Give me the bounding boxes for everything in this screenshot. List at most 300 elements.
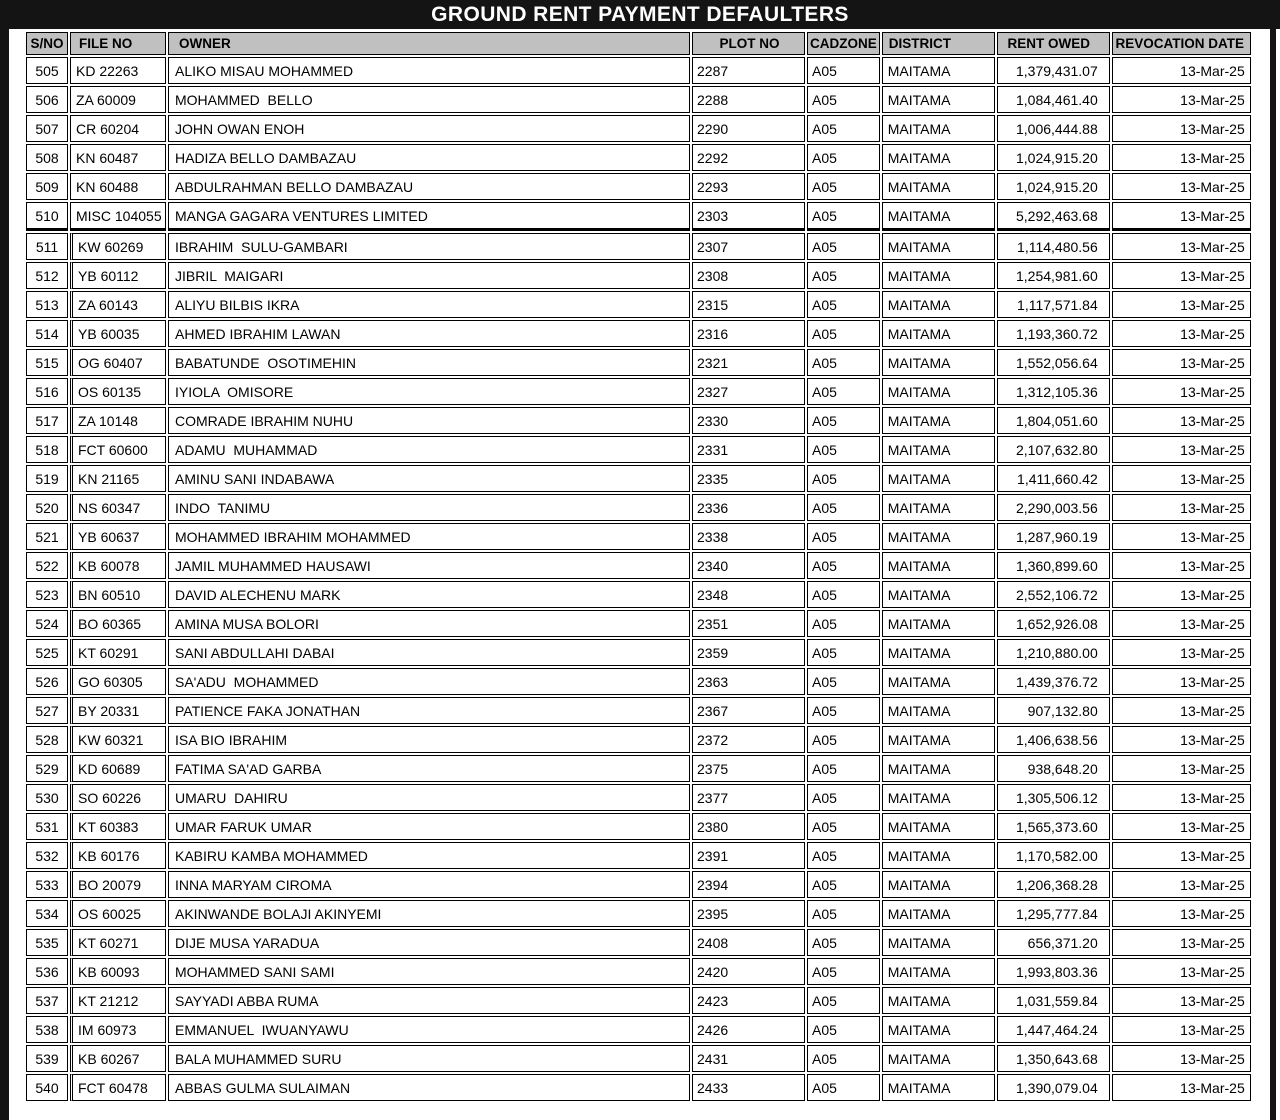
cell-rent-owed: 1,439,376.72 [997, 668, 1110, 695]
cell-district: MAITAMA [882, 987, 995, 1014]
cell-cadzone: A05 [807, 929, 880, 956]
table-body [26, 57, 1251, 1101]
cell-revocation-date: 13-Mar-25 [1112, 610, 1251, 637]
cell-sno: 524 [26, 610, 68, 637]
cell-district: MAITAMA [882, 57, 995, 84]
cell-revocation-date: 13-Mar-25 [1112, 755, 1251, 782]
title-bar [0, 0, 1280, 29]
cell-owner: ISA BIO IBRAHIM [168, 726, 690, 753]
cell-revocation-date: 13-Mar-25 [1112, 407, 1251, 434]
cell-cadzone: A05 [807, 465, 880, 492]
table-row [26, 958, 1251, 985]
table-row [26, 291, 1251, 318]
cell-file-no: GO 60305 [70, 668, 166, 695]
cell-cadzone: A05 [807, 784, 880, 811]
cell-plot-no: 2331 [692, 436, 805, 463]
cell-plot-no: 2290 [692, 115, 805, 142]
cell-owner: KABIRU KAMBA MOHAMMED [168, 842, 690, 869]
cell-revocation-date: 13-Mar-25 [1112, 378, 1251, 405]
cell-plot-no: 2321 [692, 349, 805, 376]
cell-rent-owed: 1,295,777.84 [997, 900, 1110, 927]
cell-sno: 521 [26, 523, 68, 550]
cell-owner: INNA MARYAM CIROMA [168, 871, 690, 898]
cell-rent-owed: 1,350,643.68 [997, 1045, 1110, 1072]
cell-sno: 530 [26, 784, 68, 811]
cell-rent-owed: 1,652,926.08 [997, 610, 1110, 637]
cell-cadzone: A05 [807, 494, 880, 521]
cell-revocation-date: 13-Mar-25 [1112, 349, 1251, 376]
cell-plot-no: 2348 [692, 581, 805, 608]
table-row [26, 1045, 1251, 1072]
cell-owner: ABDULRAHMAN BELLO DAMBAZAU [168, 173, 690, 200]
cell-file-no: KW 60269 [70, 233, 166, 260]
cell-owner: DIJE MUSA YARADUA [168, 929, 690, 956]
cell-plot-no: 2307 [692, 233, 805, 260]
cell-plot-no: 2391 [692, 842, 805, 869]
cell-district: MAITAMA [882, 349, 995, 376]
cell-plot-no: 2359 [692, 639, 805, 666]
table-row [26, 202, 1251, 231]
cell-plot-no: 2287 [692, 57, 805, 84]
cell-file-no: CR 60204 [70, 115, 166, 142]
cell-sno: 523 [26, 581, 68, 608]
cell-revocation-date: 13-Mar-25 [1112, 86, 1251, 113]
cell-rent-owed: 938,648.20 [997, 755, 1110, 782]
cell-owner: AMINA MUSA BOLORI [168, 610, 690, 637]
cell-owner: MANGA GAGARA VENTURES LIMITED [168, 202, 690, 231]
cell-revocation-date: 13-Mar-25 [1112, 1074, 1251, 1101]
cell-cadzone: A05 [807, 900, 880, 927]
cell-owner: AKINWANDE BOLAJI AKINYEMI [168, 900, 690, 927]
cell-owner: ALIYU BILBIS IKRA [168, 291, 690, 318]
page-left-edge [0, 0, 9, 1120]
cell-file-no: NS 60347 [70, 494, 166, 521]
cell-cadzone: A05 [807, 436, 880, 463]
cell-rent-owed: 1,379,431.07 [997, 57, 1110, 84]
cell-file-no: YB 60112 [70, 262, 166, 289]
cell-sno: 510 [26, 202, 68, 231]
page-title: GROUND RENT PAYMENT DEFAULTERS [431, 3, 849, 26]
cell-owner: DAVID ALECHENU MARK [168, 581, 690, 608]
cell-cadzone: A05 [807, 668, 880, 695]
cell-file-no: YB 60637 [70, 523, 166, 550]
cell-plot-no: 2292 [692, 144, 805, 171]
cell-district: MAITAMA [882, 726, 995, 753]
cell-plot-no: 2380 [692, 813, 805, 840]
table-row [26, 262, 1251, 289]
cell-owner: MOHAMMED BELLO [168, 86, 690, 113]
cell-owner: FATIMA SA'AD GARBA [168, 755, 690, 782]
cell-owner: MOHAMMED SANI SAMI [168, 958, 690, 985]
defaulters-table-container [24, 30, 1253, 1103]
table-row [26, 1016, 1251, 1043]
cell-revocation-date: 13-Mar-25 [1112, 465, 1251, 492]
cell-rent-owed: 1,024,915.20 [997, 144, 1110, 171]
cell-sno: 529 [26, 755, 68, 782]
cell-revocation-date: 13-Mar-25 [1112, 958, 1251, 985]
cell-district: MAITAMA [882, 320, 995, 347]
cell-sno: 512 [26, 262, 68, 289]
cell-district: MAITAMA [882, 871, 995, 898]
cell-revocation-date: 13-Mar-25 [1112, 233, 1251, 260]
table-row [26, 610, 1251, 637]
cell-rent-owed: 1,114,480.56 [997, 233, 1110, 260]
cell-cadzone: A05 [807, 262, 880, 289]
table-row [26, 407, 1251, 434]
cell-sno: 509 [26, 173, 68, 200]
cell-owner: AMINU SANI INDABAWA [168, 465, 690, 492]
cell-file-no: KT 21212 [70, 987, 166, 1014]
cell-sno: 519 [26, 465, 68, 492]
cell-rent-owed: 1,993,803.36 [997, 958, 1110, 985]
cell-rent-owed: 1,254,981.60 [997, 262, 1110, 289]
table-row [26, 871, 1251, 898]
cell-sno: 532 [26, 842, 68, 869]
cell-rent-owed: 2,290,003.56 [997, 494, 1110, 521]
cell-district: MAITAMA [882, 465, 995, 492]
column-header-district: DISTRICT [882, 32, 995, 55]
cell-plot-no: 2327 [692, 378, 805, 405]
cell-sno: 516 [26, 378, 68, 405]
cell-cadzone: A05 [807, 378, 880, 405]
cell-sno: 534 [26, 900, 68, 927]
table-row [26, 639, 1251, 666]
cell-rent-owed: 1,305,506.12 [997, 784, 1110, 811]
cell-owner: HADIZA BELLO DAMBAZAU [168, 144, 690, 171]
cell-rent-owed: 1,390,079.04 [997, 1074, 1110, 1101]
cell-sno: 517 [26, 407, 68, 434]
cell-district: MAITAMA [882, 262, 995, 289]
cell-file-no: BO 20079 [70, 871, 166, 898]
cell-cadzone: A05 [807, 115, 880, 142]
cell-district: MAITAMA [882, 1045, 995, 1072]
cell-plot-no: 2303 [692, 202, 805, 231]
cell-district: MAITAMA [882, 755, 995, 782]
cell-revocation-date: 13-Mar-25 [1112, 987, 1251, 1014]
cell-sno: 537 [26, 987, 68, 1014]
cell-rent-owed: 1,117,571.84 [997, 291, 1110, 318]
cell-plot-no: 2431 [692, 1045, 805, 1072]
cell-rent-owed: 1,552,056.64 [997, 349, 1110, 376]
cell-rent-owed: 1,360,899.60 [997, 552, 1110, 579]
table-row [26, 523, 1251, 550]
cell-file-no: BN 60510 [70, 581, 166, 608]
cell-file-no: KD 60689 [70, 755, 166, 782]
cell-plot-no: 2394 [692, 871, 805, 898]
cell-revocation-date: 13-Mar-25 [1112, 697, 1251, 724]
cell-rent-owed: 1,287,960.19 [997, 523, 1110, 550]
cell-file-no: KB 60176 [70, 842, 166, 869]
cell-sno: 522 [26, 552, 68, 579]
cell-district: MAITAMA [882, 610, 995, 637]
cell-cadzone: A05 [807, 1045, 880, 1072]
cell-cadzone: A05 [807, 349, 880, 376]
cell-revocation-date: 13-Mar-25 [1112, 57, 1251, 84]
cell-owner: SAYYADI ABBA RUMA [168, 987, 690, 1014]
cell-owner: UMARU DAHIRU [168, 784, 690, 811]
table-row [26, 436, 1251, 463]
cell-cadzone: A05 [807, 755, 880, 782]
cell-owner: JIBRIL MAIGARI [168, 262, 690, 289]
cell-owner: MOHAMMED IBRAHIM MOHAMMED [168, 523, 690, 550]
table-row [26, 86, 1251, 113]
cell-sno: 505 [26, 57, 68, 84]
cell-rent-owed: 1,804,051.60 [997, 407, 1110, 434]
cell-plot-no: 2363 [692, 668, 805, 695]
cell-revocation-date: 13-Mar-25 [1112, 523, 1251, 550]
column-header-revocation-date: REVOCATION DATE [1112, 32, 1251, 55]
cell-plot-no: 2395 [692, 900, 805, 927]
cell-sno: 514 [26, 320, 68, 347]
cell-cadzone: A05 [807, 523, 880, 550]
cell-plot-no: 2433 [692, 1074, 805, 1101]
cell-rent-owed: 1,447,464.24 [997, 1016, 1110, 1043]
cell-revocation-date: 13-Mar-25 [1112, 494, 1251, 521]
cell-revocation-date: 13-Mar-25 [1112, 871, 1251, 898]
cell-sno: 539 [26, 1045, 68, 1072]
cell-rent-owed: 1,193,360.72 [997, 320, 1110, 347]
cell-revocation-date: 13-Mar-25 [1112, 262, 1251, 289]
cell-plot-no: 2330 [692, 407, 805, 434]
cell-rent-owed: 2,107,632.80 [997, 436, 1110, 463]
cell-cadzone: A05 [807, 639, 880, 666]
cell-file-no: ZA 60009 [70, 86, 166, 113]
cell-district: MAITAMA [882, 958, 995, 985]
cell-revocation-date: 13-Mar-25 [1112, 291, 1251, 318]
cell-plot-no: 2351 [692, 610, 805, 637]
cell-plot-no: 2408 [692, 929, 805, 956]
cell-revocation-date: 13-Mar-25 [1112, 929, 1251, 956]
column-header-owner: OWNER [168, 32, 690, 55]
cell-sno: 538 [26, 1016, 68, 1043]
cell-plot-no: 2293 [692, 173, 805, 200]
cell-plot-no: 2288 [692, 86, 805, 113]
cell-file-no: OS 60025 [70, 900, 166, 927]
cell-plot-no: 2338 [692, 523, 805, 550]
cell-file-no: OG 60407 [70, 349, 166, 376]
cell-revocation-date: 13-Mar-25 [1112, 202, 1251, 231]
cell-plot-no: 2336 [692, 494, 805, 521]
cell-file-no: KN 60487 [70, 144, 166, 171]
table-row [26, 581, 1251, 608]
cell-cadzone: A05 [807, 173, 880, 200]
cell-district: MAITAMA [882, 581, 995, 608]
cell-sno: 518 [26, 436, 68, 463]
table-row [26, 144, 1251, 171]
cell-plot-no: 2426 [692, 1016, 805, 1043]
cell-owner: SANI ABDULLAHI DABAI [168, 639, 690, 666]
cell-plot-no: 2367 [692, 697, 805, 724]
cell-plot-no: 2340 [692, 552, 805, 579]
cell-rent-owed: 1,312,105.36 [997, 378, 1110, 405]
cell-cadzone: A05 [807, 552, 880, 579]
cell-sno: 528 [26, 726, 68, 753]
table-row [26, 173, 1251, 200]
cell-file-no: ZA 60143 [70, 291, 166, 318]
cell-revocation-date: 13-Mar-25 [1112, 784, 1251, 811]
cell-owner: JAMIL MUHAMMED HAUSAWI [168, 552, 690, 579]
cell-file-no: KT 60383 [70, 813, 166, 840]
cell-rent-owed: 1,206,368.28 [997, 871, 1110, 898]
cell-district: MAITAMA [882, 173, 995, 200]
cell-district: MAITAMA [882, 523, 995, 550]
cell-rent-owed: 5,292,463.68 [997, 202, 1110, 231]
cell-owner: ABBAS GULMA SULAIMAN [168, 1074, 690, 1101]
cell-file-no: YB 60035 [70, 320, 166, 347]
cell-file-no: FCT 60600 [70, 436, 166, 463]
column-header-plot-no: PLOT NO [692, 32, 805, 55]
table-row [26, 233, 1251, 260]
cell-sno: 526 [26, 668, 68, 695]
table-row [26, 552, 1251, 579]
cell-cadzone: A05 [807, 1016, 880, 1043]
cell-owner: BALA MUHAMMED SURU [168, 1045, 690, 1072]
header-row [26, 32, 1251, 55]
cell-district: MAITAMA [882, 233, 995, 260]
cell-cadzone: A05 [807, 987, 880, 1014]
cell-plot-no: 2315 [692, 291, 805, 318]
cell-district: MAITAMA [882, 813, 995, 840]
cell-file-no: BY 20331 [70, 697, 166, 724]
cell-revocation-date: 13-Mar-25 [1112, 842, 1251, 869]
cell-sno: 511 [26, 233, 68, 260]
cell-file-no: KB 60078 [70, 552, 166, 579]
cell-file-no: FCT 60478 [70, 1074, 166, 1101]
cell-plot-no: 2316 [692, 320, 805, 347]
cell-owner: COMRADE IBRAHIM NUHU [168, 407, 690, 434]
table-row [26, 697, 1251, 724]
cell-file-no: KB 60267 [70, 1045, 166, 1072]
cell-district: MAITAMA [882, 291, 995, 318]
cell-rent-owed: 656,371.20 [997, 929, 1110, 956]
cell-revocation-date: 13-Mar-25 [1112, 581, 1251, 608]
cell-district: MAITAMA [882, 86, 995, 113]
cell-district: MAITAMA [882, 1074, 995, 1101]
cell-district: MAITAMA [882, 697, 995, 724]
table-row [26, 842, 1251, 869]
cell-district: MAITAMA [882, 668, 995, 695]
table-row [26, 494, 1251, 521]
table-row [26, 349, 1251, 376]
cell-file-no: KW 60321 [70, 726, 166, 753]
cell-rent-owed: 907,132.80 [997, 697, 1110, 724]
table-row [26, 378, 1251, 405]
cell-district: MAITAMA [882, 639, 995, 666]
cell-cadzone: A05 [807, 697, 880, 724]
table-row [26, 987, 1251, 1014]
cell-sno: 515 [26, 349, 68, 376]
cell-file-no: SO 60226 [70, 784, 166, 811]
column-header-cadzone: CADZONE [807, 32, 880, 55]
table-row [26, 1074, 1251, 1101]
cell-plot-no: 2423 [692, 987, 805, 1014]
table-row [26, 929, 1251, 956]
cell-owner: PATIENCE FAKA JONATHAN [168, 697, 690, 724]
cell-rent-owed: 2,552,106.72 [997, 581, 1110, 608]
cell-sno: 533 [26, 871, 68, 898]
cell-sno: 507 [26, 115, 68, 142]
cell-district: MAITAMA [882, 784, 995, 811]
cell-district: MAITAMA [882, 900, 995, 927]
cell-cadzone: A05 [807, 958, 880, 985]
table-row [26, 726, 1251, 753]
cell-district: MAITAMA [882, 144, 995, 171]
cell-sno: 525 [26, 639, 68, 666]
cell-rent-owed: 1,024,915.20 [997, 173, 1110, 200]
cell-plot-no: 2372 [692, 726, 805, 753]
cell-sno: 508 [26, 144, 68, 171]
cell-owner: JOHN OWAN ENOH [168, 115, 690, 142]
cell-owner: IYIOLA OMISORE [168, 378, 690, 405]
cell-owner: AHMED IBRAHIM LAWAN [168, 320, 690, 347]
cell-file-no: OS 60135 [70, 378, 166, 405]
cell-cadzone: A05 [807, 291, 880, 318]
cell-revocation-date: 13-Mar-25 [1112, 726, 1251, 753]
column-header-sno: S/NO [26, 32, 68, 55]
cell-district: MAITAMA [882, 1016, 995, 1043]
cell-cadzone: A05 [807, 57, 880, 84]
cell-district: MAITAMA [882, 552, 995, 579]
table-row [26, 115, 1251, 142]
cell-owner: UMAR FARUK UMAR [168, 813, 690, 840]
cell-district: MAITAMA [882, 202, 995, 231]
cell-revocation-date: 13-Mar-25 [1112, 144, 1251, 171]
cell-rent-owed: 1,006,444.88 [997, 115, 1110, 142]
cell-sno: 506 [26, 86, 68, 113]
cell-file-no: KN 21165 [70, 465, 166, 492]
cell-revocation-date: 13-Mar-25 [1112, 668, 1251, 695]
cell-file-no: KB 60093 [70, 958, 166, 985]
cell-plot-no: 2335 [692, 465, 805, 492]
table-row [26, 57, 1251, 84]
cell-rent-owed: 1,170,582.00 [997, 842, 1110, 869]
cell-cadzone: A05 [807, 320, 880, 347]
cell-sno: 535 [26, 929, 68, 956]
cell-district: MAITAMA [882, 929, 995, 956]
cell-owner: BABATUNDE OSOTIMEHIN [168, 349, 690, 376]
cell-sno: 520 [26, 494, 68, 521]
cell-rent-owed: 1,406,638.56 [997, 726, 1110, 753]
cell-owner: ALIKO MISAU MOHAMMED [168, 57, 690, 84]
cell-revocation-date: 13-Mar-25 [1112, 436, 1251, 463]
cell-rent-owed: 1,210,880.00 [997, 639, 1110, 666]
cell-sno: 536 [26, 958, 68, 985]
cell-cadzone: A05 [807, 144, 880, 171]
cell-revocation-date: 13-Mar-25 [1112, 639, 1251, 666]
table-row [26, 784, 1251, 811]
table-row [26, 900, 1251, 927]
cell-owner: EMMANUEL IWUANYAWU [168, 1016, 690, 1043]
cell-file-no: IM 60973 [70, 1016, 166, 1043]
cell-revocation-date: 13-Mar-25 [1112, 1016, 1251, 1043]
cell-cadzone: A05 [807, 202, 880, 231]
cell-cadzone: A05 [807, 233, 880, 260]
cell-cadzone: A05 [807, 610, 880, 637]
cell-cadzone: A05 [807, 871, 880, 898]
cell-plot-no: 2375 [692, 755, 805, 782]
cell-revocation-date: 13-Mar-25 [1112, 1045, 1251, 1072]
cell-cadzone: A05 [807, 842, 880, 869]
table-row [26, 320, 1251, 347]
cell-plot-no: 2308 [692, 262, 805, 289]
cell-sno: 531 [26, 813, 68, 840]
column-header-file-no: FILE NO [70, 32, 166, 55]
cell-revocation-date: 13-Mar-25 [1112, 115, 1251, 142]
table-row [26, 465, 1251, 492]
cell-revocation-date: 13-Mar-25 [1112, 900, 1251, 927]
cell-owner: ADAMU MUHAMMAD [168, 436, 690, 463]
cell-rent-owed: 1,084,461.40 [997, 86, 1110, 113]
